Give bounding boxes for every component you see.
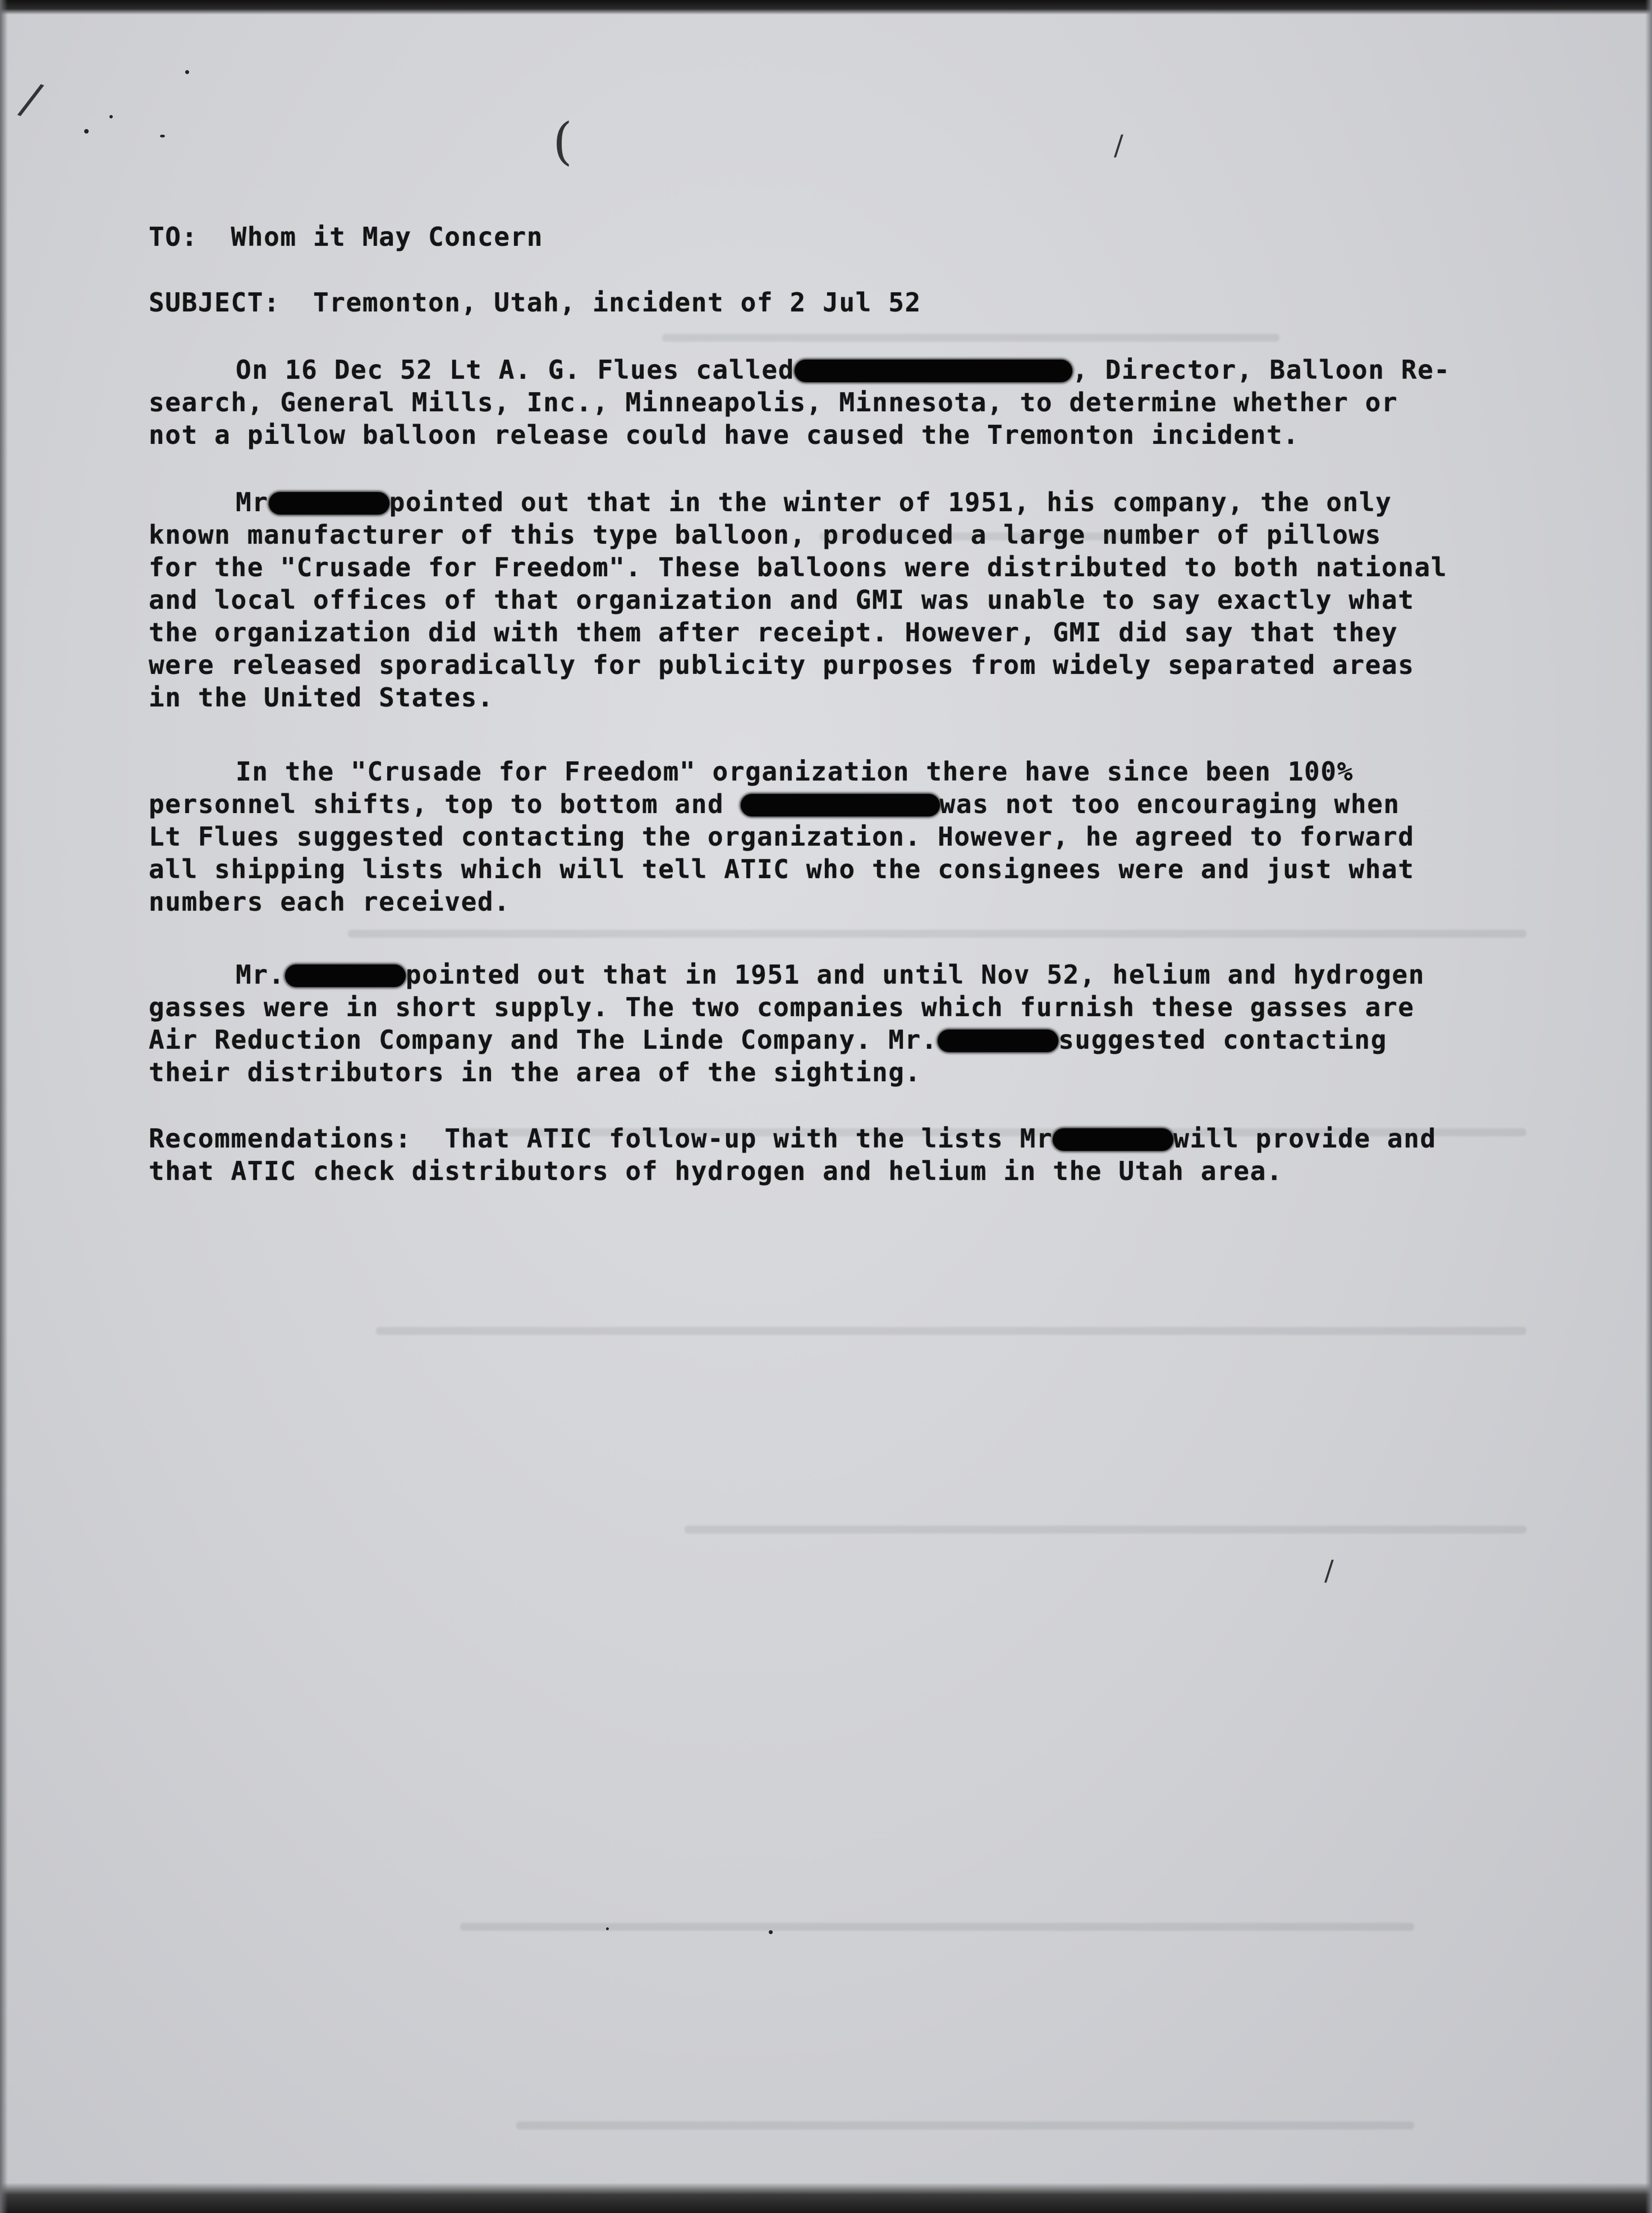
to-label: TO: — [149, 222, 198, 252]
stray-parenthesis-mark: ( — [553, 112, 573, 171]
recommendations-line-1 — [149, 1123, 1437, 1154]
stray-tick-mark-lower: / — [1324, 1554, 1334, 1587]
paragraph-3-line-3: Lt Flues suggested contacting the organization. However, he agreed to forward — [149, 821, 1415, 852]
p4-text-b: pointed out that in 1951 and until Nov 52, helium and hydrogen — [405, 959, 1425, 990]
rec-text-a: That ATIC follow-up with the lists Mr — [444, 1123, 1053, 1154]
p3-text-b: was not too encouraging when — [939, 789, 1400, 819]
paragraph-2-line-3: for the "Crusade for Freedom". These balloons were distributed to both national — [149, 552, 1448, 582]
dust-speck — [84, 129, 89, 134]
redaction-mark — [741, 794, 940, 816]
scan-top-edge — [0, 0, 1652, 15]
p3-text-a: personnel shifts, top to bottom and — [149, 789, 724, 819]
paragraph-2-line-7: in the United States. — [149, 682, 494, 713]
stray-tick-mark: / — [1114, 129, 1123, 162]
p4-text-d: suggested contacting — [1058, 1025, 1388, 1055]
paragraph-2-line-1 — [236, 487, 1392, 517]
paragraph-3-line-1: In the "Crusade for Freedom" organization there have since been 100% — [236, 756, 1354, 787]
dust-speck — [185, 70, 189, 74]
paragraph-2-line-2: known manufacturer of this type balloon, produced a large number of pillows — [149, 520, 1382, 550]
paragraph-3-line-5: numbers each received. — [149, 887, 511, 917]
scan-right-edge — [1645, 0, 1652, 2213]
p4-text-c: Air Reduction Company and The Linde Company. Mr. — [149, 1025, 938, 1055]
recommendations-line-2: that ATIC check distributors of hydrogen and helium in the Utah area. — [149, 1156, 1283, 1186]
redaction-mark — [795, 360, 1072, 382]
redaction-mark — [1053, 1128, 1173, 1151]
subject-value: Tremonton, Utah, incident of 2 Jul 52 — [313, 287, 921, 318]
paragraph-2-line-5: the organization did with them after receipt. However, GMI did say that they — [149, 617, 1398, 648]
dust-speck — [109, 115, 113, 118]
to-line — [149, 222, 543, 252]
paragraph-3-line-4: all shipping lists which will tell ATIC who the consignees were and just what — [149, 854, 1415, 884]
redaction-mark — [285, 965, 406, 987]
paragraph-4-line-4: their distributors in the area of the sighting. — [149, 1057, 921, 1087]
dust-speck — [769, 1930, 773, 1934]
p2-text-a: Mr — [236, 487, 269, 517]
scan-left-edge — [0, 0, 8, 2213]
paragraph-2-line-4: and local offices of that organization and GMI was unable to say exactly what — [149, 585, 1415, 615]
redaction-mark — [938, 1030, 1058, 1052]
p1-text-b: , Director, Balloon Re- — [1072, 355, 1451, 385]
p1-text-a: On 16 Dec 52 Lt A. G. Flues called — [236, 355, 795, 385]
subject-line — [149, 287, 921, 318]
stray-pen-mark: / — [15, 72, 48, 126]
paragraph-4-line-3 — [149, 1025, 1387, 1055]
subject-label: SUBJECT: — [149, 287, 281, 318]
paragraph-2-line-6: were released sporadically for publicity purposes from widely separated areas — [149, 650, 1415, 680]
to-value: Whom it May Concern — [231, 222, 544, 252]
paragraph-1-line-3: not a pillow balloon release could have caused the Tremonton incident. — [149, 420, 1300, 450]
recommendations-label: Recommendations: — [149, 1123, 412, 1154]
p4-text-a: Mr. — [236, 959, 285, 990]
paragraph-4-line-1 — [236, 959, 1425, 990]
paragraph-4-line-2: gasses were in short supply. The two companies which furnish these gasses are — [149, 992, 1415, 1022]
p2-text-b: pointed out that in the winter of 1951, his company, the only — [389, 487, 1392, 517]
rec-text-b: will provide and — [1173, 1123, 1437, 1154]
paragraph-1-line-1 — [236, 355, 1451, 385]
redaction-mark — [269, 492, 389, 515]
dust-speck — [606, 1927, 609, 1930]
dust-speck — [160, 135, 165, 137]
paragraph-3-line-2 — [149, 789, 1400, 819]
paragraph-1-line-2: search, General Mills, Inc., Minneapolis, Minnesota, to determine whether or — [149, 387, 1398, 417]
scan-bottom-edge — [0, 2183, 1652, 2213]
